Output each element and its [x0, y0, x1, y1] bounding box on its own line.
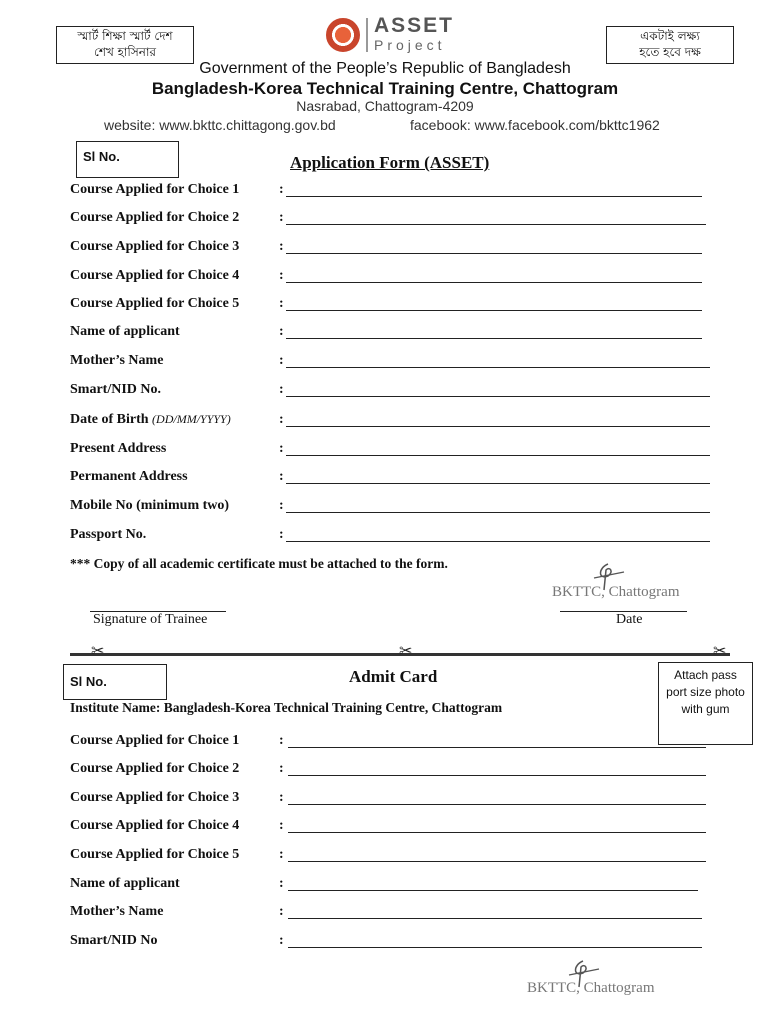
field-label-text: Course Applied for Choice 2	[70, 210, 240, 225]
admit-field-colon: :	[279, 847, 284, 862]
field-label-text: Mother’s Name	[70, 353, 164, 368]
field-input-line[interactable]	[286, 196, 702, 197]
admit-institute-name: Institute Name: Bangladesh-Korea Technical Training Centre, Chattogram	[70, 700, 503, 715]
application-form-title: Application Form (ASSET)	[290, 153, 490, 172]
stamp-signature-1	[550, 562, 700, 602]
field-label	[70, 469, 188, 485]
field-colon: :	[279, 527, 284, 542]
asset-logo	[326, 16, 476, 56]
admit-field-label: Course Applied for Choice 2	[70, 761, 240, 776]
institute-address: Nasrabad, Chattogram-4209	[296, 98, 474, 114]
field-label	[70, 527, 146, 543]
field-label-text: Mobile No (minimum two)	[70, 498, 230, 513]
admit-field-colon: :	[279, 876, 284, 891]
admit-field-colon: :	[279, 790, 284, 805]
scissors-icon-left: ✂	[91, 643, 105, 660]
field-input-line[interactable]	[286, 426, 710, 427]
motto-left-line-1: স্মার্ট শিক্ষা স্মার্ট দেশ	[77, 29, 173, 43]
field-label	[70, 324, 180, 340]
motto-left-box	[56, 26, 194, 64]
date-label: Date	[616, 612, 643, 627]
field-label	[70, 412, 231, 428]
field-label-text: Present Address	[70, 441, 167, 456]
admit-field-colon: :	[279, 733, 284, 748]
field-label	[70, 353, 163, 369]
field-colon: :	[279, 412, 284, 427]
institute-title: Bangladesh-Korea Technical Training Centre, Chattogram	[151, 79, 619, 98]
field-label	[70, 382, 161, 398]
field-label	[70, 268, 239, 284]
admit-field-input-line[interactable]	[288, 747, 706, 748]
field-colon: :	[279, 498, 284, 513]
admit-field-label: Course Applied for Choice 1	[70, 733, 240, 748]
field-input-line[interactable]	[286, 338, 702, 339]
stamp-text-2: BKTTC, Chattogram	[527, 980, 655, 996]
signature-of-trainee-label: Signature of Trainee	[93, 612, 208, 627]
field-colon: :	[279, 239, 284, 254]
admit-field-input-line[interactable]	[288, 861, 706, 862]
admit-field-input-line[interactable]	[288, 918, 702, 919]
field-colon: :	[279, 296, 284, 311]
admit-field-colon: :	[279, 933, 284, 948]
field-label	[70, 296, 239, 312]
admit-field-colon: :	[279, 904, 284, 919]
field-input-line[interactable]	[286, 224, 706, 225]
field-input-line[interactable]	[286, 483, 710, 484]
stamp-signature-2	[525, 957, 675, 1001]
field-input-line[interactable]	[286, 396, 710, 397]
field-colon: :	[279, 210, 284, 225]
admit-field-label: Course Applied for Choice 3	[70, 790, 240, 805]
field-input-line[interactable]	[286, 310, 702, 311]
field-input-line[interactable]	[286, 282, 702, 283]
field-colon: :	[279, 182, 284, 197]
scissors-icon-right: ✂	[713, 643, 727, 660]
facebook-link[interactable]: facebook: www.facebook.com/bkttc1962	[410, 117, 660, 133]
field-colon: :	[279, 469, 284, 484]
field-label	[70, 210, 239, 226]
field-format-hint: (DD/MM/YYYY)	[152, 412, 231, 426]
logo-title: ASSET	[374, 14, 455, 37]
admit-field-label: Course Applied for Choice 5	[70, 847, 240, 862]
field-label	[70, 239, 239, 255]
field-colon: :	[279, 441, 284, 456]
stamp-text-1: BKTTC, Chattogram	[552, 584, 680, 600]
admit-serial-number-label: Sl No.	[70, 674, 107, 689]
admit-field-label: Smart/NID No	[70, 933, 158, 948]
field-label	[70, 182, 239, 198]
field-colon: :	[279, 353, 284, 368]
field-label-text: Course Applied for Choice 3	[70, 239, 240, 254]
field-label-text: Course Applied for Choice 1	[70, 182, 240, 197]
field-input-line[interactable]	[286, 253, 702, 254]
admit-field-label: Course Applied for Choice 4	[70, 818, 240, 833]
field-label-text: Date of Birth	[70, 412, 149, 427]
admit-field-label: Name of applicant	[70, 876, 180, 891]
admit-field-colon: :	[279, 761, 284, 776]
logo-emblem-icon	[326, 18, 360, 52]
serial-number-box[interactable]	[76, 141, 179, 178]
admit-field-input-line[interactable]	[288, 832, 706, 833]
serial-number-label: Sl No.	[83, 149, 120, 164]
admit-card-title: Admit Card	[349, 667, 438, 686]
scissors-icon-middle: ✂	[399, 643, 413, 660]
motto-right-box	[606, 26, 734, 64]
admit-field-label: Mother’s Name	[70, 904, 164, 919]
admit-field-colon: :	[279, 818, 284, 833]
field-input-line[interactable]	[286, 541, 710, 542]
field-label	[70, 441, 166, 457]
field-colon: :	[279, 268, 284, 283]
field-label-text: Permanent Address	[70, 469, 188, 484]
field-input-line[interactable]	[286, 367, 710, 368]
motto-right-line-1: একটাই লক্ষ্য	[640, 29, 700, 43]
field-colon: :	[279, 382, 284, 397]
field-label-text: Course Applied for Choice 4	[70, 268, 240, 283]
field-label-text: Course Applied for Choice 5	[70, 296, 240, 311]
government-title: Government of the People’s Republic of Bangladesh	[199, 60, 571, 77]
admit-field-input-line[interactable]	[288, 947, 702, 948]
field-input-line[interactable]	[286, 512, 710, 513]
field-input-line[interactable]	[286, 455, 710, 456]
field-label	[70, 498, 229, 514]
motto-right-line-2: হতে হবে দক্ষ	[639, 45, 701, 59]
admit-serial-number-box[interactable]	[63, 664, 167, 700]
attachment-note: *** Copy of all academic certificate must be attached to the form.	[70, 556, 448, 571]
photo-placeholder[interactable]	[658, 662, 753, 745]
field-label-text: Passport No.	[70, 527, 147, 542]
admit-field-input-line[interactable]	[288, 775, 706, 776]
admit-field-input-line[interactable]	[288, 804, 706, 805]
field-label-text: Smart/NID No.	[70, 382, 161, 397]
field-colon: :	[279, 324, 284, 339]
photo-instruction: Attach pass port size photo with gum	[666, 668, 745, 716]
field-label-text: Name of applicant	[70, 324, 180, 339]
website-link[interactable]: website: www.bkttc.chittagong.gov.bd	[104, 117, 336, 133]
motto-left-line-2: শেখ হাসিনার	[93, 45, 157, 59]
logo-subtitle: Project	[374, 37, 446, 53]
admit-field-input-line[interactable]	[288, 890, 698, 891]
